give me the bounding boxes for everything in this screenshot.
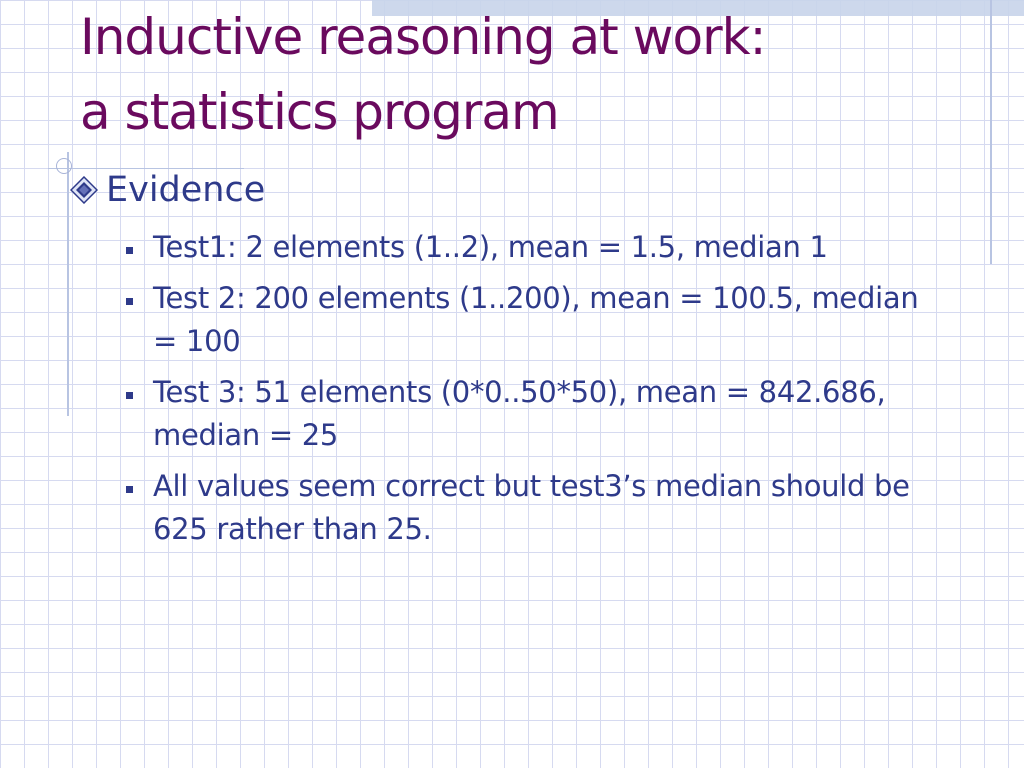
bullet-text: Test 3: 51 elements (0*0..50*50), mean = 842.686, median = 25 [153,375,886,452]
slide-title-line-1: Inductive reasoning at work: [80,8,766,66]
bullet-item-test1 [122,226,922,269]
slide-title [80,0,960,150]
square-bullet-icon [126,392,133,399]
bullet-item-conclusion [122,465,922,551]
diamond-bullet-icon [70,176,98,204]
bullet-item-test2 [122,277,922,363]
slide-title-line-2: a statistics program [80,83,559,141]
decorative-vertical-line-left [67,152,69,416]
bullet-item-test3 [122,371,922,457]
bullet-text: All values seem correct but test3’s median should be 625 rather than 25. [153,469,910,546]
bullet-text: Test 2: 200 elements (1..200), mean = 100.5, median = 100 [153,281,919,358]
square-bullet-icon [126,486,133,493]
decorative-vertical-line-right [990,0,992,264]
square-bullet-icon [126,247,133,254]
level1-label: Evidence [106,170,266,210]
bullet-text: Test1: 2 elements (1..2), mean = 1.5, median 1 [153,230,828,264]
square-bullet-icon [126,298,133,305]
level1-bullet-evidence [70,168,265,212]
evidence-bullet-list [122,226,922,559]
